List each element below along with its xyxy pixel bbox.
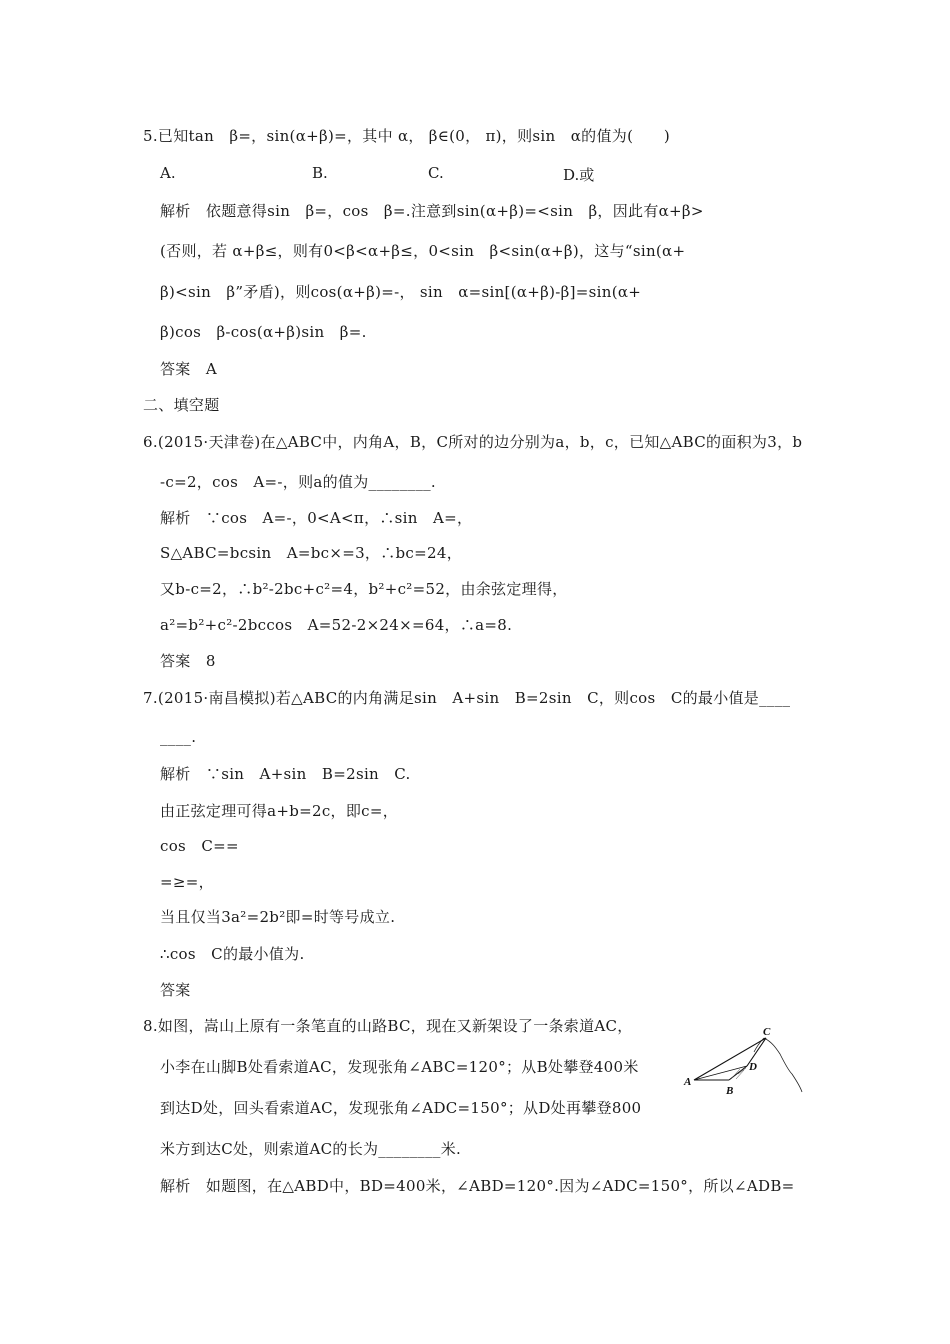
q5-analysis-line: β)<sin β”矛盾)，则cos(α+β)=-， sin α=sin[(α+β)-β]=sin(α+: [160, 283, 642, 301]
q7-analysis-line: =≥=，: [160, 873, 214, 891]
q8-stem-line: 到达D处，回头看索道AC，发现张角∠ADC=150°；从D处再攀登800: [160, 1099, 642, 1117]
q5-option-a: A.: [160, 164, 176, 182]
q6-analysis-line: S△ABC=bcsin A=bc×=3，∴bc=24，: [160, 544, 462, 562]
q5-option-b: B.: [312, 164, 328, 182]
q6-analysis-line: 解析 ∵cos A=-，0<A<π，∴sin A=，: [160, 509, 473, 527]
q8-stem-line: 米方到达C处，则索道AC的长为________米.: [160, 1140, 462, 1158]
q7-analysis-line: cos C==: [160, 837, 239, 855]
label-c: C: [763, 1026, 771, 1038]
q7-analysis-line: 由正弦定理可得a+b=2c，即c=，: [160, 802, 398, 820]
q6-analysis-line: a²=b²+c²-2bccos A=52-2×24×=64，∴a=8.: [160, 616, 513, 634]
q8-analysis-line: 解析 如题图，在△ABD中，BD=400米，∠ABD=120°.因为∠ADC=150°，所以∠ADB=: [160, 1177, 795, 1195]
q5-option-d: D.或: [563, 166, 595, 184]
mountain-outline: [764, 1038, 802, 1092]
q8-stem-line: 8.如图，嵩山上原有一条笔直的山路BC，现在又新架设了一条索道AC，: [143, 1017, 633, 1035]
mountain-cableway-figure: [680, 1022, 810, 1104]
q6-stem-line: -c=2，cos A=-，则a的值为________.: [160, 473, 436, 491]
q6-answer: 答案 8: [160, 652, 216, 670]
q7-stem-line: 7.(2015·南昌模拟)若△ABC的内角满足sin A+sin B=2sin C，则cos C的最小值是____: [143, 689, 791, 707]
label-d: D: [749, 1061, 757, 1073]
label-a: A: [684, 1076, 692, 1088]
q5-option-c: C.: [428, 164, 444, 182]
q7-analysis-line: 当且仅当3a²=2b²即=时等号成立.: [160, 908, 396, 926]
q5-analysis-line: 解析 依题意得sin β=，cos β=.注意到sin(α+β)=<sin β，因此有α+β>: [160, 202, 704, 220]
cableway-ac: [694, 1038, 766, 1080]
q7-analysis-line: ∴cos C的最小值为.: [160, 945, 305, 963]
q8-stem-line: 小李在山脚B处看索道AC，发现张角∠ABC=120°；从B处攀登400米: [160, 1058, 639, 1076]
q6-analysis-line: 又b-c=2，∴b²-2bc+c²=4，b²+c²=52，由余弦定理得，: [160, 580, 568, 598]
q5-answer: 答案 A: [160, 360, 218, 378]
q5-stem: 5.已知tan β=，sin(α+β)=，其中 α， β∈(0， π)，则sin α的值为( ): [143, 127, 670, 145]
q5-analysis-line: β)cos β-cos(α+β)sin β=.: [160, 323, 367, 341]
q5-analysis-line: (否则，若 α+β≤，则有0<β<α+β≤，0<sin β<sin(α+β)，这与“sin(α+: [160, 242, 686, 260]
q7-stem-line: ____.: [160, 728, 197, 746]
q7-answer: 答案: [160, 981, 191, 999]
label-b: B: [726, 1085, 734, 1097]
q6-stem-line: 6.(2015·天津卷)在△ABC中，内角A，B，C所对的边分别为a，b，c，已知△ABC的面积为3，b: [143, 433, 803, 451]
q7-analysis-line: 解析 ∵sin A+sin B=2sin C.: [160, 765, 411, 783]
section-heading: 二、填空题: [143, 396, 220, 414]
